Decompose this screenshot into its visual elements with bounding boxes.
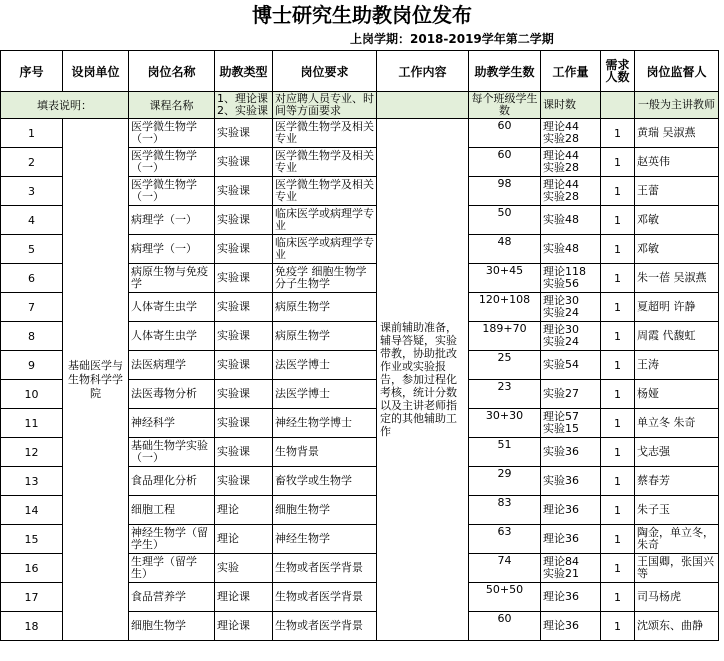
row-course: 人体寄生虫学 [129, 322, 215, 351]
row-hours: 实验54 [541, 351, 601, 380]
row-hours: 理论30 实验24 [541, 293, 601, 322]
row-supervisor: 周霞 代馥虹 [635, 322, 719, 351]
row-no: 12 [1, 438, 63, 467]
row-course: 医学微生物学（一） [129, 148, 215, 177]
row-type: 实验课 [215, 206, 273, 235]
header-dept: 设岗单位 [63, 51, 129, 92]
row-students: 83 [469, 496, 541, 525]
row-type: 实验课 [215, 293, 273, 322]
instruction-course: 课程名称 [129, 92, 215, 119]
row-course: 食品理化分析 [129, 467, 215, 496]
instruction-label: 填表说明： [1, 92, 129, 119]
row-no: 8 [1, 322, 63, 351]
row-need: 1 [601, 177, 635, 206]
row-need: 1 [601, 206, 635, 235]
row-course: 食品营养学 [129, 583, 215, 612]
row-hours: 实验48 [541, 206, 601, 235]
instruction-hours: 课时数 [541, 92, 601, 119]
row-type: 实验课 [215, 380, 273, 409]
row-hours: 理论84 实验21 [541, 554, 601, 583]
row-course: 人体寄生虫学 [129, 293, 215, 322]
row-type: 理论课 [215, 612, 273, 641]
row-supervisor: 王蕾 [635, 177, 719, 206]
row-type: 实验课 [215, 438, 273, 467]
row-no: 14 [1, 496, 63, 525]
row-students: 29 [469, 467, 541, 496]
row-no: 5 [1, 235, 63, 264]
row-hours: 理论57 实验15 [541, 409, 601, 438]
header-row [1, 51, 719, 92]
header-work: 工作内容 [377, 51, 469, 92]
row-course: 病原生物与免疫学 [129, 264, 215, 293]
row-supervisor: 杨娅 [635, 380, 719, 409]
row-hours: 理论44 实验28 [541, 177, 601, 206]
row-need: 1 [601, 351, 635, 380]
row-req: 免疫学 细胞生物学 分子生物学 [273, 264, 377, 293]
row-no: 7 [1, 293, 63, 322]
row-type: 实验课 [215, 322, 273, 351]
row-students: 60 [469, 148, 541, 177]
row-supervisor: 邓敏 [635, 206, 719, 235]
row-students: 25 [469, 351, 541, 380]
row-no: 13 [1, 467, 63, 496]
row-type: 实验课 [215, 235, 273, 264]
row-type: 理论 [215, 525, 273, 554]
row-supervisor: 沈颂东、曲静 [635, 612, 719, 641]
row-req: 细胞生物学 [273, 496, 377, 525]
instruction-students: 每个班级学生数 [469, 92, 541, 119]
row-req: 医学微生物学及相关专业 [273, 177, 377, 206]
row-need: 1 [601, 322, 635, 351]
row-req: 临床医学或病理学专业 [273, 235, 377, 264]
header-no: 序号 [1, 51, 63, 92]
row-need: 1 [601, 554, 635, 583]
row-need: 1 [601, 438, 635, 467]
row-course: 细胞工程 [129, 496, 215, 525]
semester-subtitle: 上岗学期：2018-2019学年第二学期 [350, 32, 554, 46]
table-row [1, 119, 719, 148]
instruction-req: 对应聘人员专业、时间等方面要求 [273, 92, 377, 119]
row-course: 神经科学 [129, 409, 215, 438]
row-need: 1 [601, 409, 635, 438]
header-need: 需求人数 [601, 51, 635, 92]
row-course: 神经生物学（留学生） [129, 525, 215, 554]
row-req: 生物或者医学背景 [273, 554, 377, 583]
header-type: 助教类型 [215, 51, 273, 92]
row-hours: 理论36 [541, 612, 601, 641]
row-type: 实验课 [215, 467, 273, 496]
row-students: 74 [469, 554, 541, 583]
row-type: 实验课 [215, 119, 273, 148]
row-no: 18 [1, 612, 63, 641]
row-type: 实验课 [215, 264, 273, 293]
row-need: 1 [601, 293, 635, 322]
positions-table-wrapper [0, 50, 724, 661]
header-req: 岗位要求 [273, 51, 377, 92]
row-supervisor: 司马杨虎 [635, 583, 719, 612]
row-type: 实验课 [215, 409, 273, 438]
row-type: 理论 [215, 496, 273, 525]
row-supervisor: 王国卿，张国兴等 [635, 554, 719, 583]
header-supervisor: 岗位监督人 [635, 51, 719, 92]
row-no: 2 [1, 148, 63, 177]
row-supervisor: 黄瑞 吴淑燕 [635, 119, 719, 148]
row-students: 48 [469, 235, 541, 264]
row-no: 6 [1, 264, 63, 293]
row-no: 16 [1, 554, 63, 583]
row-req: 神经生物学博士 [273, 409, 377, 438]
row-need: 1 [601, 264, 635, 293]
row-need: 1 [601, 525, 635, 554]
row-req: 病原生物学 [273, 322, 377, 351]
instruction-work [377, 92, 469, 119]
row-course: 病理学（一） [129, 206, 215, 235]
row-hours: 理论36 [541, 583, 601, 612]
row-supervisor: 戈志强 [635, 438, 719, 467]
row-supervisor: 朱一蓓 吴淑燕 [635, 264, 719, 293]
row-supervisor: 夏超明 许静 [635, 293, 719, 322]
row-need: 1 [601, 235, 635, 264]
row-need: 1 [601, 148, 635, 177]
row-type: 理论课 [215, 583, 273, 612]
row-req: 生物背景 [273, 438, 377, 467]
row-course: 医学微生物学（一） [129, 177, 215, 206]
row-supervisor: 赵英伟 [635, 148, 719, 177]
row-req: 医学微生物学及相关专业 [273, 119, 377, 148]
row-hours: 理论44 实验28 [541, 148, 601, 177]
row-no: 9 [1, 351, 63, 380]
row-hours: 理论30 实验24 [541, 322, 601, 351]
row-req: 法医学博士 [273, 380, 377, 409]
row-no: 17 [1, 583, 63, 612]
row-students: 23 [469, 380, 541, 409]
instruction-type: 1、理论课 2、实验课 [215, 92, 273, 119]
row-supervisor: 蔡春芳 [635, 467, 719, 496]
row-hours: 理论44 实验28 [541, 119, 601, 148]
row-hours: 理论36 [541, 525, 601, 554]
positions-table [0, 50, 719, 641]
header-hours: 工作量 [541, 51, 601, 92]
row-hours: 实验48 [541, 235, 601, 264]
row-hours: 实验36 [541, 438, 601, 467]
page-title: 博士研究生助教岗位发布 [252, 3, 472, 27]
row-supervisor: 单立冬 朱奇 [635, 409, 719, 438]
row-hours: 理论36 [541, 496, 601, 525]
row-supervisor: 邓敏 [635, 235, 719, 264]
row-hours: 理论118 实验56 [541, 264, 601, 293]
row-type: 实验课 [215, 148, 273, 177]
row-req: 畜牧学或生物学 [273, 467, 377, 496]
row-type: 实验 [215, 554, 273, 583]
row-supervisor: 朱子玉 [635, 496, 719, 525]
row-students: 189+70 [469, 322, 541, 351]
row-students: 63 [469, 525, 541, 554]
row-type: 实验课 [215, 351, 273, 380]
row-need: 1 [601, 496, 635, 525]
row-req: 神经生物学 [273, 525, 377, 554]
row-no: 11 [1, 409, 63, 438]
row-no: 1 [1, 119, 63, 148]
row-req: 生物或者医学背景 [273, 583, 377, 612]
row-req: 医学微生物学及相关专业 [273, 148, 377, 177]
instruction-row [1, 92, 719, 119]
header-students: 助教学生数 [469, 51, 541, 92]
row-course: 法医毒物分析 [129, 380, 215, 409]
row-no: 3 [1, 177, 63, 206]
row-students: 60 [469, 119, 541, 148]
department-cell: 基础医学与生物科学学院 [63, 119, 129, 641]
row-req: 生物或者医学背景 [273, 612, 377, 641]
row-students: 120+108 [469, 293, 541, 322]
row-req: 法医学博士 [273, 351, 377, 380]
row-need: 1 [601, 380, 635, 409]
row-students: 50+50 [469, 583, 541, 612]
instruction-need [601, 92, 635, 119]
row-req: 临床医学或病理学专业 [273, 206, 377, 235]
row-course: 病理学（一） [129, 235, 215, 264]
row-need: 1 [601, 119, 635, 148]
header-course: 岗位名称 [129, 51, 215, 92]
row-course: 基础生物学实验（一） [129, 438, 215, 467]
row-need: 1 [601, 612, 635, 641]
row-no: 10 [1, 380, 63, 409]
row-students: 50 [469, 206, 541, 235]
row-students: 51 [469, 438, 541, 467]
row-hours: 实验36 [541, 467, 601, 496]
row-hours: 实验27 [541, 380, 601, 409]
row-no: 4 [1, 206, 63, 235]
row-students: 30+45 [469, 264, 541, 293]
row-students: 98 [469, 177, 541, 206]
row-course: 法医病理学 [129, 351, 215, 380]
row-supervisor: 陶金，单立冬，朱奇 [635, 525, 719, 554]
row-students: 30+30 [469, 409, 541, 438]
row-need: 1 [601, 583, 635, 612]
row-course: 生理学（留学生） [129, 554, 215, 583]
row-need: 1 [601, 467, 635, 496]
row-students: 60 [469, 612, 541, 641]
row-req: 病原生物学 [273, 293, 377, 322]
row-supervisor: 王涛 [635, 351, 719, 380]
work-content-cell: 课前辅助准备，辅导答疑，实验带教，协助批改作业或实验报告，参加过程化考核，统计分数以及主讲老师指定的其他辅助工作 [377, 119, 469, 641]
row-course: 医学微生物学（一） [129, 119, 215, 148]
row-no: 15 [1, 525, 63, 554]
instruction-supervisor: 一般为主讲教师 [635, 92, 719, 119]
row-course: 细胞生物学 [129, 612, 215, 641]
row-type: 实验课 [215, 177, 273, 206]
